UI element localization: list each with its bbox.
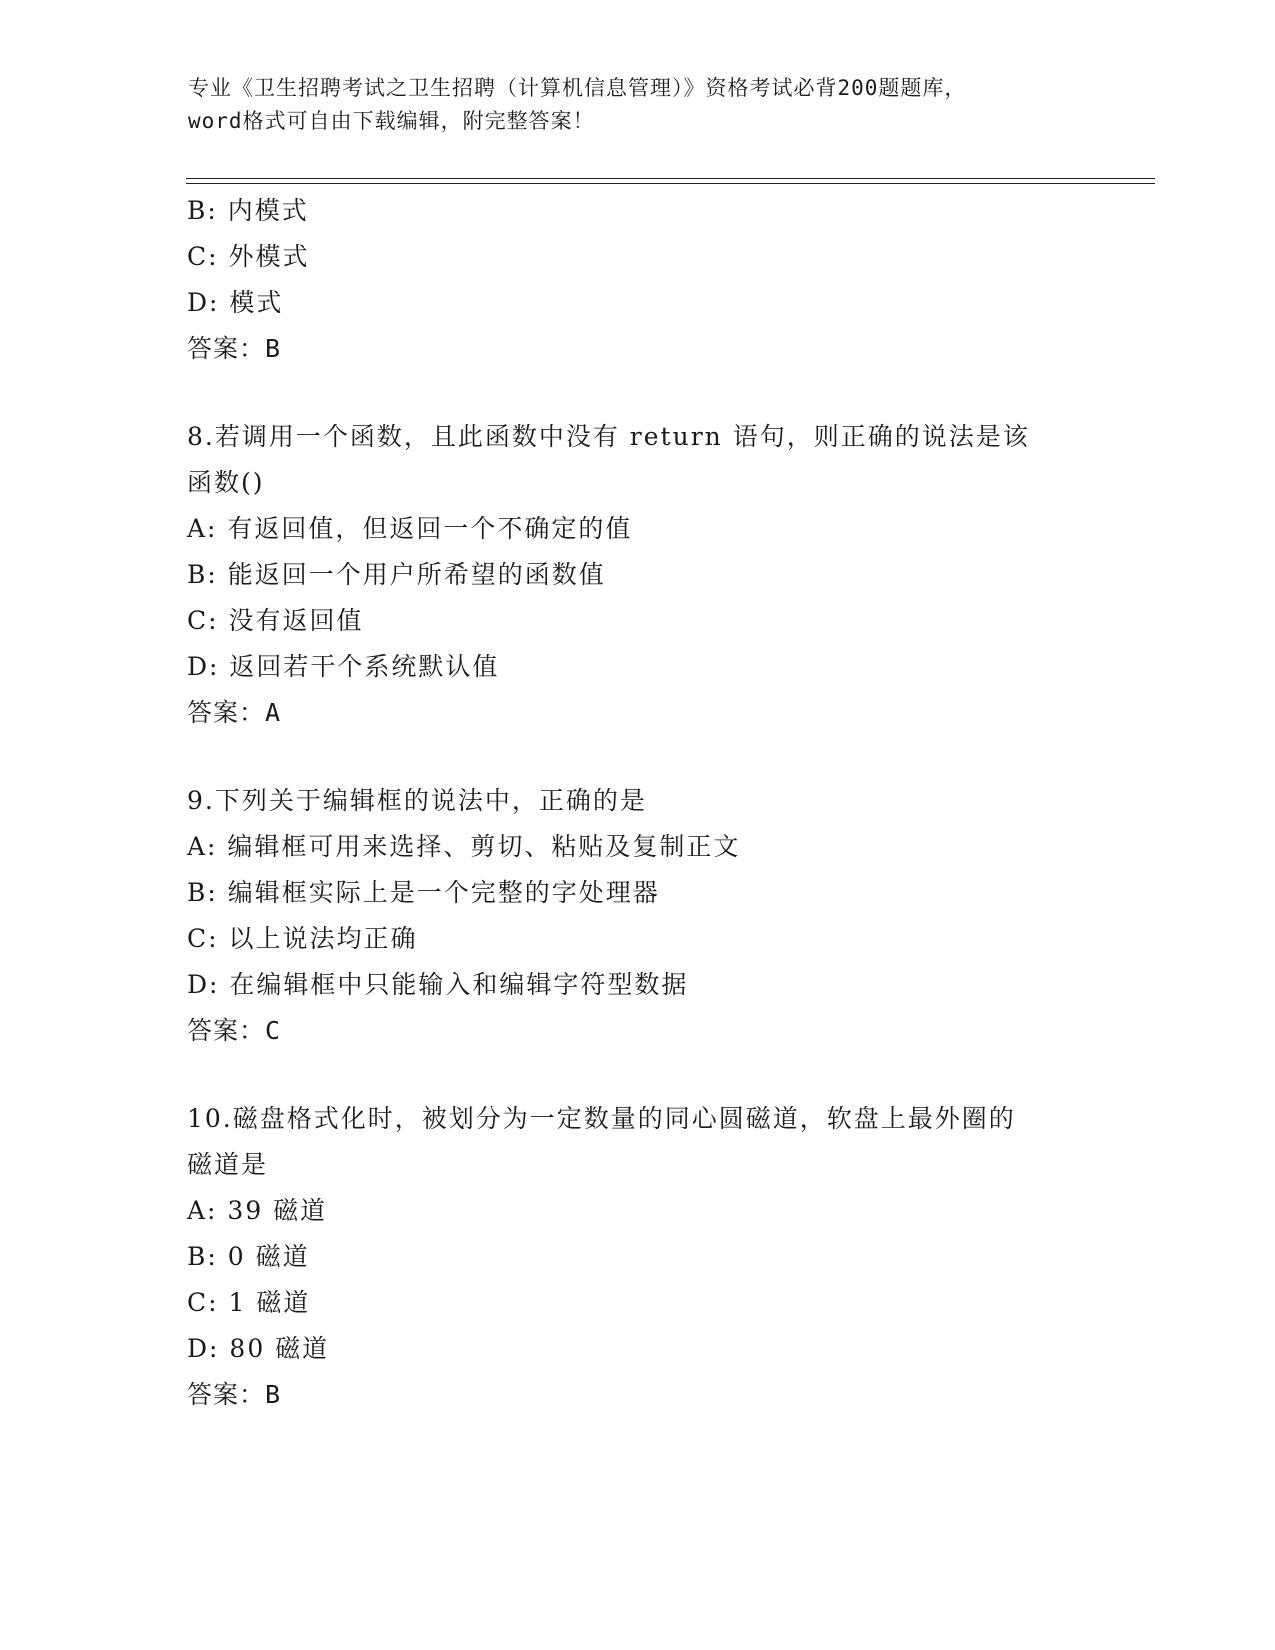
option-d: D: 在编辑框中只能输入和编辑字符型数据 [187, 970, 689, 999]
question-10 [187, 1096, 1087, 1418]
option-c: C: 以上说法均正确 [187, 924, 418, 953]
option-b: B: 能返回一个用户所希望的函数值 [187, 560, 606, 589]
question-stem-continued: 函数() [187, 468, 265, 497]
option-a: A: 有返回值，但返回一个不确定的值 [187, 514, 633, 543]
document-header [188, 72, 1068, 138]
option-b: B: 编辑框实际上是一个完整的字处理器 [187, 878, 660, 907]
question-8 [187, 414, 1087, 736]
option-c: C: 外模式 [187, 242, 310, 271]
option-d: D: 返回若干个系统默认值 [187, 652, 500, 681]
answer-line: 答案：C [187, 1016, 282, 1045]
header-subtitle-line: word格式可自由下载编辑，附完整答案！ [188, 109, 595, 133]
question-stem: 9.下列关于编辑框的说法中，正确的是 [187, 786, 647, 815]
option-d: D: 模式 [187, 288, 284, 317]
previous-question-tail [187, 188, 1087, 372]
header-divider-top [186, 178, 1155, 179]
option-a: A: 39 磁道 [187, 1196, 328, 1225]
option-a: A: 编辑框可用来选择、剪切、粘贴及复制正文 [187, 832, 741, 861]
option-c: C: 1 磁道 [187, 1288, 311, 1317]
question-stem: 8.若调用一个函数，且此函数中没有 return 语句，则正确的说法是该 [187, 422, 1030, 451]
question-list [187, 188, 1087, 1418]
question-9 [187, 778, 1087, 1054]
answer-line: 答案：B [187, 334, 282, 363]
option-b: B: 内模式 [187, 196, 309, 225]
question-stem-continued: 磁道是 [187, 1150, 269, 1179]
answer-line: 答案：B [187, 1380, 282, 1409]
option-d: D: 80 磁道 [187, 1334, 330, 1363]
header-divider-bottom [186, 183, 1155, 184]
option-c: C: 没有返回值 [187, 606, 364, 635]
question-stem: 10.磁盘格式化时，被划分为一定数量的同心圆磁道，软盘上最外圈的 [187, 1104, 1016, 1133]
header-title-line: 专业《卫生招聘考试之卫生招聘（计算机信息管理）》资格考试必背200题题库， [188, 76, 967, 100]
answer-line: 答案：A [187, 698, 282, 727]
option-b: B: 0 磁道 [187, 1242, 310, 1271]
